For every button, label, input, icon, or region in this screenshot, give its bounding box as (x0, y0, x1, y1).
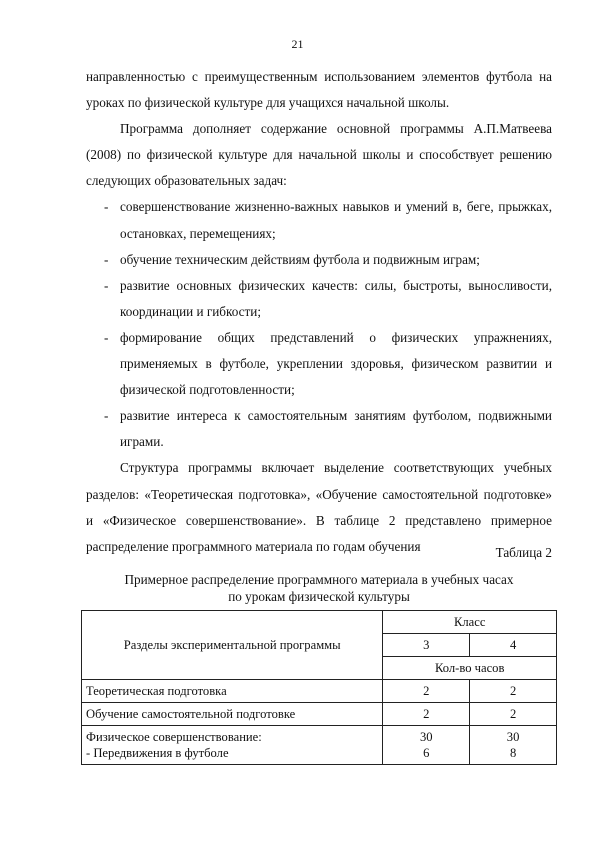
header-sections: Разделы экспериментальной программы (82, 611, 383, 680)
paragraph-structure: Структура программы включает выделение соответствующих учебных разделов: «Теоретическая подготовка», «Обучение самостоятельной подготовке» и «Физическое совершенствование». В таблице 2 представлено примерное распределение программного материала по годам обучения (86, 460, 552, 554)
list-item (86, 273, 552, 325)
bullet-dash: - (104, 408, 109, 424)
row-grade-3: 2 (383, 680, 470, 703)
bullet-dash: - (104, 329, 109, 345)
header-hours: Кол-во часов (383, 657, 557, 680)
table-label: Таблица 2 (495, 545, 552, 560)
list-item-text: развитие основных физических качеств: силы, быстроты, выносливости, координации и гибкости; (120, 277, 552, 319)
paragraph-program: Программа дополняет содержание основной программы А.П.Матвеева (2008) по физической культуре для начальной школы и способствует решению следующих образовательных задач: (86, 121, 552, 189)
row-grade-4: 2 (470, 703, 557, 726)
task-list (86, 194, 552, 455)
table-caption (86, 571, 552, 605)
row-grade-3 (383, 726, 470, 765)
paragraph-intro: направленностью с преимущественным использованием элементов футбола на уроках по физической культуре для учащихся начальной школы. (86, 69, 552, 111)
header-class: Класс (383, 611, 557, 634)
header-grade-3: 3 (383, 634, 470, 657)
row-grade-3-total: 30 (420, 730, 433, 744)
row-grade-3: 2 (383, 703, 470, 726)
bullet-dash: - (104, 251, 109, 267)
page-number: 21 (291, 37, 304, 51)
body-text (86, 64, 552, 560)
bullet-dash: - (104, 277, 109, 293)
header-grade-4: 4 (470, 634, 557, 657)
list-item-text: формирование общих представлений о физических упражнениях, применяемых в футболе, укреплении здоровья, физическом развитии и физической подготовленности; (120, 329, 552, 398)
list-item (86, 247, 552, 273)
distribution-table (81, 610, 557, 765)
table-row (82, 680, 557, 703)
row-grade-3-sub: 6 (423, 746, 430, 760)
row-grade-4: 2 (470, 680, 557, 703)
row-section: Теоретическая подготовка (82, 680, 383, 703)
table-caption-line: Примерное распределение программного материала в учебных часах (124, 572, 514, 587)
row-section (82, 726, 383, 765)
row-section: Обучение самостоятельной подготовке (82, 703, 383, 726)
list-item (86, 325, 552, 403)
table-row (82, 703, 557, 726)
list-item-text: совершенствование жизненно-важных навыков и умений в, беге, прыжках, остановках, перемещениях; (120, 199, 552, 241)
list-item-text: обучение техническим действиям футбола и подвижным играм; (120, 251, 480, 267)
bullet-dash: - (104, 199, 109, 215)
row-grade-4 (470, 726, 557, 765)
row-section-title: Физическое совершенствование: (86, 730, 262, 744)
list-item-text: развитие интереса к самостоятельным занятиям футболом, подвижными играми. (120, 408, 552, 450)
table-header-row (82, 611, 557, 634)
list-item (86, 403, 552, 455)
table-row (82, 726, 557, 765)
list-item (86, 194, 552, 246)
row-grade-4-sub: 8 (509, 746, 517, 760)
table-caption-line: по урокам физической культуры (228, 589, 410, 604)
row-subsection: - Передвижения в футболе (86, 746, 229, 760)
row-grade-4-total: 30 (506, 730, 520, 744)
